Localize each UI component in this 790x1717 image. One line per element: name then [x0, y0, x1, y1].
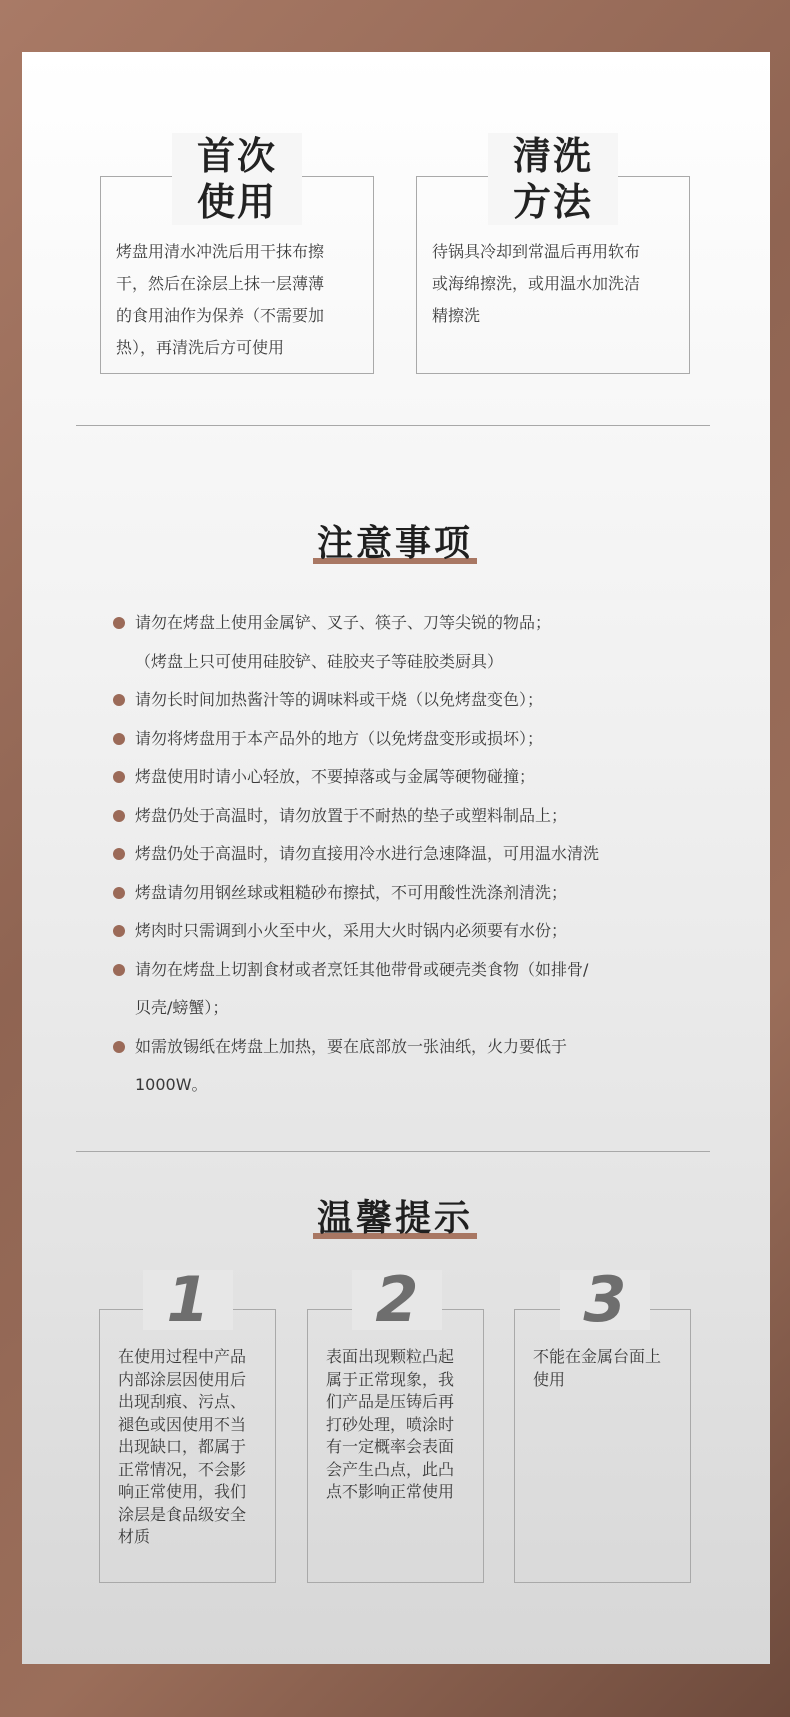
tip-text-2: 表面出现颗粒凸起属于正常现象，我们产品是压铸后再打砂处理，喷涂时有一定概率会表面会产生凸点，此凸点不影响正常使用: [326, 1347, 455, 1501]
cleaning-title-line2: 方法: [512, 180, 593, 224]
notes-title: 注意事项: [316, 523, 473, 564]
bullet-dot: [113, 810, 125, 822]
note-item: 烤盘请勿用钢丝球或粗糙砂布擦拭，不可用酸性洗涤剂清洗；: [113, 874, 713, 913]
bullet-dot: [113, 617, 125, 629]
cleaning-title-line1: 清洗: [512, 134, 593, 178]
note-item-continuation: 贝壳/螃蟹）；: [135, 998, 229, 1017]
tips-heading: [0, 1190, 790, 1241]
bullet-dot: [113, 848, 125, 860]
cleaning-line: 或海绵擦洗，或用温水加洗洁: [432, 274, 641, 293]
bullet-dot: [113, 771, 125, 783]
bullet-dot: [113, 925, 125, 937]
note-item: 烤盘使用时请小心轻放，不要掉落或与金属等硬物碰撞；: [113, 758, 713, 797]
cleaning-title: [488, 133, 618, 225]
notes-heading: [0, 515, 790, 566]
divider: [76, 1151, 710, 1152]
note-item-continuation: （烤盘上只可使用硅胶铲、硅胶夹子等硅胶类厨具）: [135, 651, 504, 671]
note-item-continuation: 1000W。: [135, 1075, 208, 1094]
bullet-dot: [113, 694, 125, 706]
tips-title: 温馨提示: [316, 1198, 473, 1239]
first-use-line: 的食用油作为保养（不需要加: [116, 306, 325, 325]
cleaning-line: 待锅具冷却到常温后再用软布: [432, 242, 641, 261]
tip-text-3: 不能在金属台面上使用: [533, 1347, 662, 1389]
note-item: 烤盘仍处于高温时，请勿直接用冷水进行急速降温，可用温水清洗: [113, 835, 713, 874]
divider: [76, 425, 710, 426]
first-use-line: 热），再清洗后方可使用: [116, 338, 285, 357]
first-use-line: 烤盘用清水冲洗后用干抹布擦: [116, 242, 325, 261]
first-use-title: [172, 133, 302, 225]
note-item: 烤肉时只需调到小火至中火，采用大火时锅内必须要有水份；: [113, 912, 713, 951]
first-use-line: 干，然后在涂层上抹一层薄薄: [116, 274, 325, 293]
tip-number-3: 3: [560, 1270, 650, 1330]
cleaning-line: 精擦洗: [432, 306, 481, 325]
note-item: 请勿在烤盘上使用金属铲、叉子、筷子、刀等尖锐的物品；: [113, 604, 713, 643]
note-item: 请勿在烤盘上切割食材或者烹饪其他带骨或硬壳类食物（如排骨/: [113, 951, 713, 990]
cleaning-text: [432, 236, 682, 332]
note-item: 烤盘仍处于高温时，请勿放置于不耐热的垫子或塑料制品上；: [113, 797, 713, 836]
first-use-text: [116, 236, 366, 364]
notes-list: [113, 604, 713, 1105]
note-item: 请勿长时间加热酱汁等的调味料或干烧（以免烤盘变色）；: [113, 681, 713, 720]
bullet-dot: [113, 964, 125, 976]
first-use-title-line2: 使用: [196, 180, 277, 224]
tip-text-1: 在使用过程中产品内部涂层因使用后出现刮痕、污点、褪色或因使用不当出现缺口，都属于正常情况，不会影响正常使用，我们涂层是食品级安全材质: [118, 1347, 247, 1546]
tip-number-1: 1: [143, 1270, 233, 1330]
note-item: 如需放锡纸在烤盘上加热，要在底部放一张油纸，火力要低于: [113, 1028, 713, 1067]
bullet-dot: [113, 887, 125, 899]
bullet-dot: [113, 733, 125, 745]
first-use-title-line1: 首次: [196, 134, 277, 178]
note-item: 请勿将烤盘用于本产品外的地方（以免烤盘变形或损坏）；: [113, 720, 713, 759]
tip-number-2: 2: [352, 1270, 442, 1330]
bullet-dot: [113, 1041, 125, 1053]
